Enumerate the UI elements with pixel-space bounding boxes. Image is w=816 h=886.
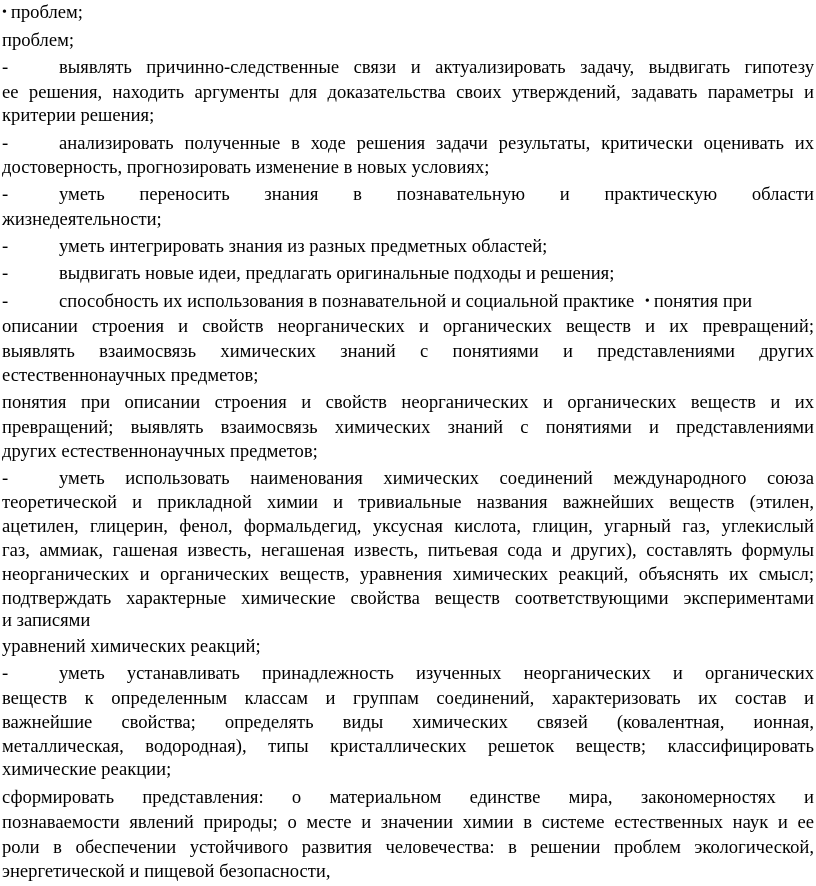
text-line xyxy=(2,859,814,885)
list-item-line xyxy=(2,234,814,260)
text-line xyxy=(2,634,814,660)
line-text: подтверждать характерные химические свойства веществ соответствующими экспериментами xyxy=(2,588,814,609)
dash-marker: - xyxy=(2,184,9,205)
text-line xyxy=(2,439,814,465)
text-line xyxy=(2,757,814,783)
line-text: других естественнонаучных предметов; xyxy=(2,441,318,462)
line-text: выдвигать новые идеи, предлагать оригинальные подходы и решения; xyxy=(59,263,615,284)
line-text: способность их использования в познавательной и социальной практике xyxy=(59,291,635,312)
text-line xyxy=(2,415,814,441)
text-line xyxy=(2,686,814,712)
line-text: превращений; выявлять взаимосвязь химических знаний с понятиями и представлениями xyxy=(2,417,814,438)
line-text: понятия при описании строения и свойств неорганических и органических веществ и их xyxy=(2,392,814,413)
dash-marker: - xyxy=(2,236,9,257)
line-text: проблем; xyxy=(10,2,83,23)
list-item-line xyxy=(2,261,814,287)
text-line xyxy=(2,810,814,836)
line-text: веществ к определенным классам и группам соединений, характеризовать их состав и xyxy=(2,688,814,709)
line-text: достоверность, прогнозировать изменение в новых условиях; xyxy=(2,157,490,178)
list-item-line xyxy=(2,55,814,81)
text-line xyxy=(2,0,814,26)
line-text: энергетической и пищевой безопасности, xyxy=(2,861,331,882)
line-text: неорганических и органических веществ, уравнения химических реакций, объяснять их смысл; xyxy=(2,564,814,585)
text-line xyxy=(2,785,814,811)
line-text: газ, аммиак, гашеная известь, негашеная известь, питьевая сода и других), составлять формулы xyxy=(2,540,814,561)
dash-marker: - xyxy=(2,663,9,684)
list-item-line xyxy=(2,289,814,315)
list-item-line xyxy=(2,182,814,208)
text-line xyxy=(2,608,814,634)
line-text: уметь использовать наименования химических соединений международного союза xyxy=(59,468,814,489)
text-line xyxy=(2,207,814,233)
line-text: ацетилен, глицерин, фенол, формальдегид, уксусная кислота, глицин, угарный газ, углекислый xyxy=(2,516,814,537)
line-text: уметь устанавливать принадлежность изученных неорганических и органических xyxy=(59,663,814,684)
text-line xyxy=(2,710,814,736)
line-text: познаваемости явлений природы; о месте и значении химии в системе естественных наук и ее xyxy=(2,812,814,833)
line-text: проблем; xyxy=(2,30,75,51)
list-item-line xyxy=(2,661,814,687)
text-line xyxy=(2,28,814,54)
line-text: уметь переносить знания в познавательную и практическую области xyxy=(59,184,814,205)
line-text: понятия при xyxy=(653,291,753,312)
line-text: теоретической и прикладной химии и тривиальные названия важнейших веществ (этилен, xyxy=(2,492,814,513)
list-item-line xyxy=(2,131,814,157)
dash-marker: - xyxy=(2,57,9,78)
line-text: выявлять причинно-следственные связи и актуализировать задачу, выдвигать гипотезу xyxy=(59,57,814,78)
list-item-line xyxy=(2,466,814,492)
text-line xyxy=(2,103,814,129)
line-text: естественнонаучных предметов; xyxy=(2,365,259,386)
dash-marker: - xyxy=(2,291,9,312)
text-line xyxy=(2,835,814,861)
dash-marker: - xyxy=(2,263,9,284)
line-text: критерии решения; xyxy=(2,105,155,126)
text-line xyxy=(2,490,814,516)
text-line xyxy=(2,363,814,389)
line-text: ее решения, находить аргументы для доказательства своих утверждений, задавать параметры и xyxy=(2,82,814,103)
line-text: роли в обеспечении устойчивого развития человечества: в решении проблем экологической, xyxy=(2,837,814,858)
line-text: анализировать полученные в ходе решения задачи результаты, критически оценивать их xyxy=(59,133,814,154)
line-text: уметь интегрировать знания из разных предметных областей; xyxy=(59,236,548,257)
text-line xyxy=(2,514,814,540)
dash-marker: - xyxy=(2,468,9,489)
bullet-icon: • xyxy=(644,294,650,309)
line-text: описании строения и свойств неорганических и органических веществ и их превращений; xyxy=(2,316,814,337)
line-text: выявлять взаимосвязь химических знаний с понятиями и представлениями других xyxy=(2,341,814,362)
text-line xyxy=(2,538,814,564)
line-text: и записями xyxy=(2,610,91,631)
dash-marker: - xyxy=(2,133,9,154)
text-line xyxy=(2,314,814,340)
bullet-icon: • xyxy=(2,5,7,20)
text-line xyxy=(2,562,814,588)
text-line xyxy=(2,155,814,181)
line-text: жизнедеятельности; xyxy=(2,209,162,230)
line-text: металлическая, водородная), типы кристаллических решеток веществ; классифицировать xyxy=(2,736,814,757)
text-line xyxy=(2,390,814,416)
line-text: химические реакции; xyxy=(2,759,172,780)
line-text: уравнений химических реакций; xyxy=(2,636,261,657)
text-line xyxy=(2,339,814,365)
line-text: сформировать представления: о материальном единстве мира, закономерностях и xyxy=(2,787,814,808)
line-text: важнейшие свойства; определять виды химических связей (ковалентная, ионная, xyxy=(2,712,814,733)
